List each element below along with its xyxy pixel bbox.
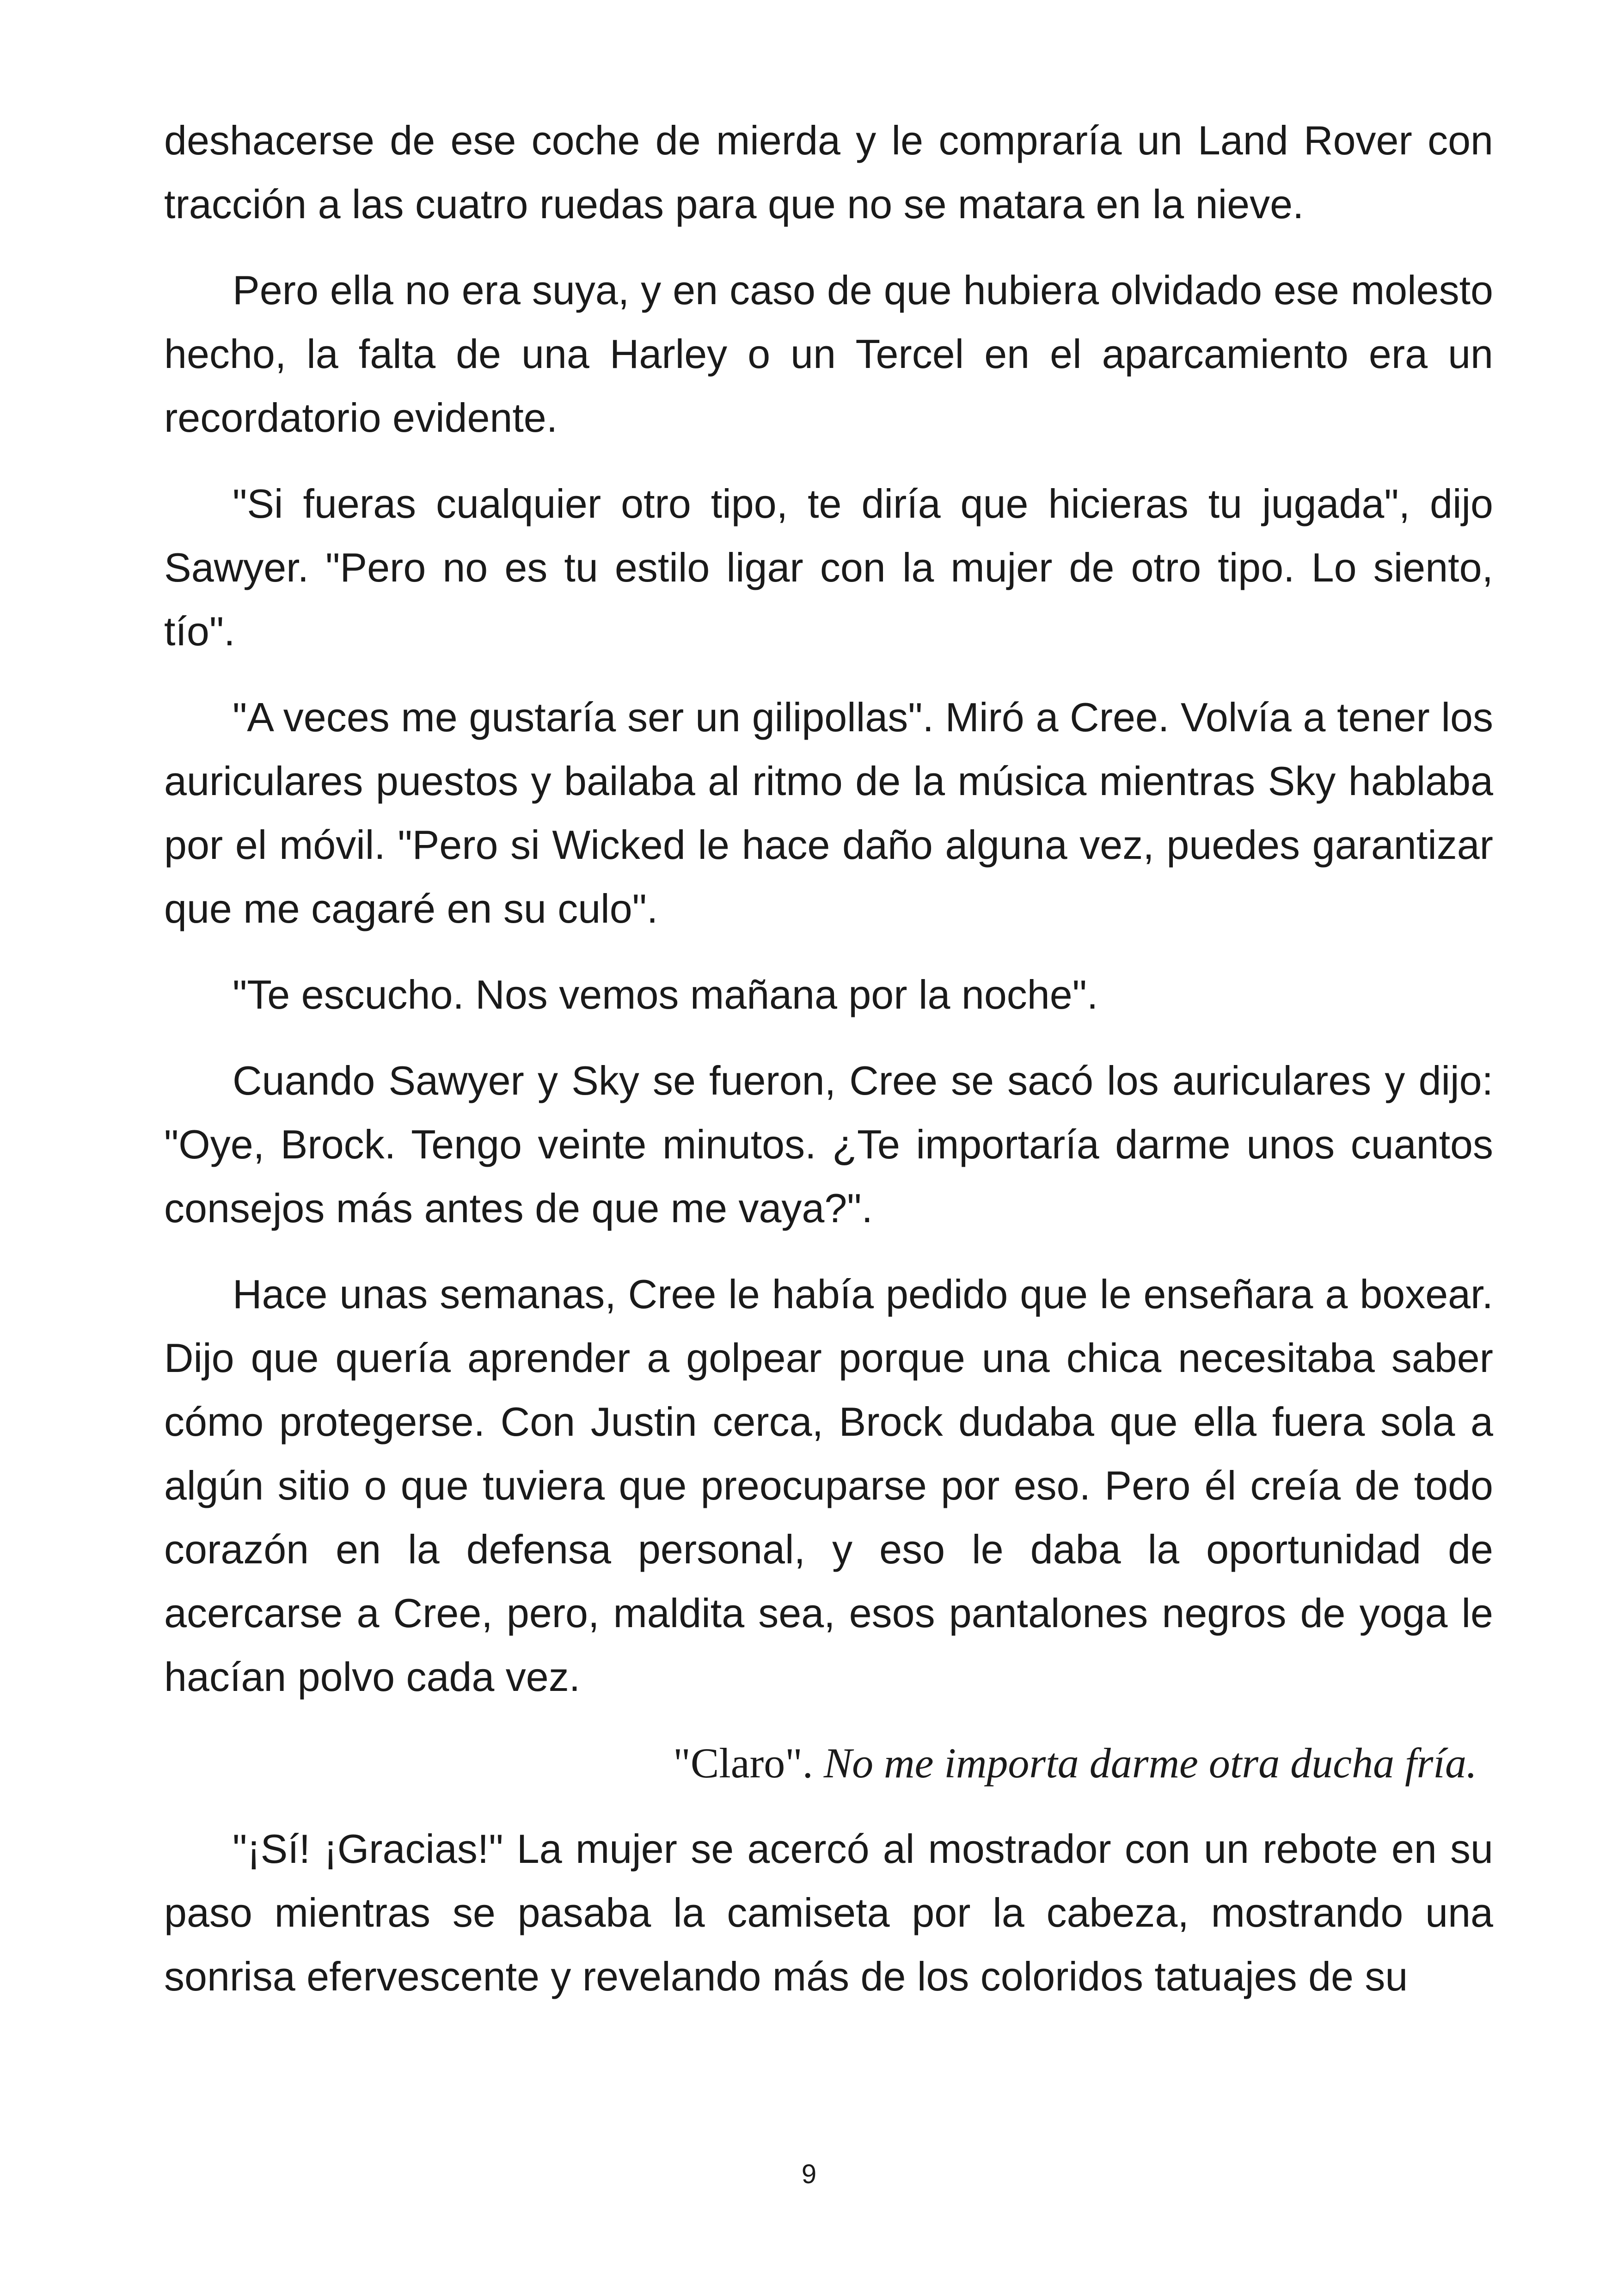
- paragraph-1: deshacerse de ese coche de mierda y le compraría un Land Rover con tracción a las cuatro ruedas para que no se matara en la nieve.: [164, 117, 1493, 227]
- page-number: 9: [801, 2159, 817, 2189]
- paragraph-last: "¡Sí! ¡Gracias!" La mujer se acercó al mostrador con un rebote en su paso mientras se pasaba la camiseta por la cabeza, mostrando una sonrisa efervescente y revelando más de los coloridos tatuajes de su: [164, 1826, 1493, 1999]
- body-text: [164, 109, 1493, 2031]
- reply-thought: No me importa darme otra ducha fría.: [823, 1739, 1477, 1787]
- paragraph-2: Pero ella no era suya, y en caso de que hubiera olvidado ese molesto hecho, la falta de una Harley o un Tercel en el aparcamiento era un recordatorio evidente.: [164, 267, 1493, 441]
- reply-line: [164, 1731, 1493, 1795]
- paragraph-4: "A veces me gustaría ser un gilipollas". Miró a Cree. Volvía a tener los auriculares puestos y bailaba al ritmo de la música mientras Sky hablaba por el móvil. "Pero si Wicked le hace daño alguna vez, puedes garantizar que me cagaré en su culo".: [164, 694, 1493, 931]
- paragraph-3: "Si fueras cualquier otro tipo, te diría que hicieras tu jugada", dijo Sawyer. "Pero no es tu estilo ligar con la mujer de otro tipo. Lo siento, tío".: [164, 481, 1493, 654]
- paragraph-6: Cuando Sawyer y Sky se fueron, Cree se sacó los auriculares y dijo: "Oye, Brock. Tengo veinte minutos. ¿Te importaría darme unos cuantos consejos más antes de que me vaya?".: [164, 1058, 1493, 1231]
- reply-spoken: "Claro".: [673, 1739, 824, 1787]
- paragraph-5: "Te escucho. Nos vemos mañana por la noche".: [233, 972, 1098, 1017]
- paragraph-7: Hace unas semanas, Cree le había pedido que le enseñara a boxear. Dijo que quería aprender a golpear porque una chica necesitaba saber cómo protegerse. Con Justin cerca, Brock dudaba que ella fuera sola a algún sitio o que tuviera que preocuparse por eso. Pero él creía de todo corazón en la defensa personal, y eso le daba la oportunidad de acercarse a Cree, pero, maldita sea, esos pantalones negros de yoga le hacían polvo cada vez.: [164, 1271, 1493, 1700]
